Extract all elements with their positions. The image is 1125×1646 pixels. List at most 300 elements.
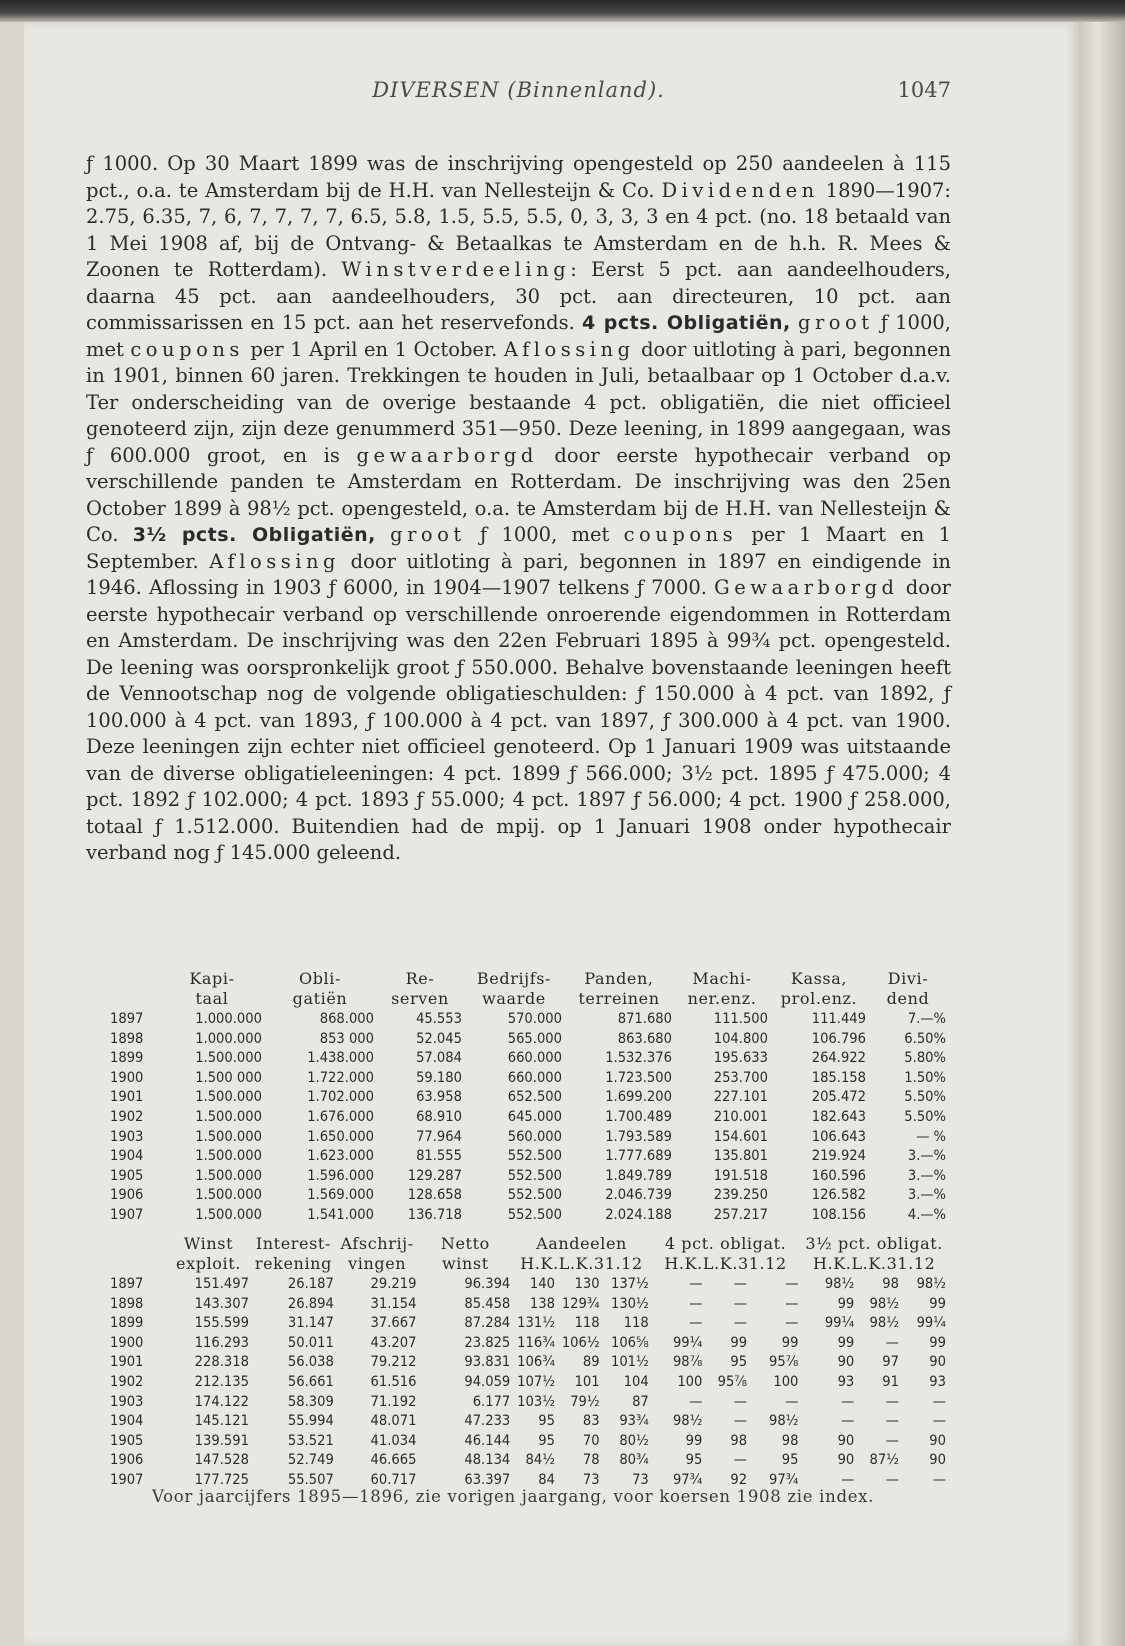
- table-cell: 103½: [517, 1392, 555, 1410]
- table-cell: 1.000.000: [195, 1010, 262, 1027]
- text-run: : Eerst 5 pct. aan aandeelhouders, daarna 45 pct. aan aandeelhouders, 30 pct. aan directeuren, 10 pct. aan commissarissen en 15 pct. aan het reservefonds.: [86, 258, 951, 334]
- table-cell: 92: [730, 1470, 748, 1488]
- table-cell: 45.553: [416, 1010, 462, 1027]
- table-cell: 73: [582, 1470, 600, 1488]
- table-cell: —: [841, 1412, 855, 1430]
- table-cell: 1.500.000: [195, 1107, 262, 1125]
- text-run: door uitloting à pari, begonnen in 1897 en eindigende in 1946. Aflossing in 1903 ƒ 6000, in 1904—1907 telkens ƒ 7000.: [86, 549, 951, 599]
- table-cell: 95⅞: [717, 1372, 748, 1390]
- table-cell: 106½: [561, 1333, 600, 1351]
- table-cell: 1.623.000: [307, 1147, 374, 1165]
- table-cell: —: [733, 1412, 748, 1430]
- table-cell: 58.309: [287, 1392, 334, 1410]
- table-cell: —: [689, 1275, 703, 1292]
- column-header: Divi-: [887, 969, 929, 988]
- table-cell: 130½: [610, 1294, 649, 1312]
- table-cell: 155.599: [194, 1314, 249, 1332]
- column-header: Interest-: [255, 1234, 331, 1253]
- table-cell: 106⅝: [610, 1333, 649, 1351]
- spaced-term: groot: [390, 523, 466, 546]
- section-heading: 4 pcts. Obligatiën,: [581, 312, 791, 334]
- financial-table-balance: [108, 969, 948, 1225]
- column-header: [108, 969, 160, 989]
- column-header: Obli-: [299, 969, 341, 988]
- table-cell: 95: [730, 1353, 748, 1371]
- table-cell: 31.154: [370, 1294, 417, 1312]
- spaced-term: Gewaarborgd: [714, 576, 899, 599]
- table-cell: 1.700.489: [605, 1107, 672, 1125]
- table-cell: 1.849.789: [605, 1166, 672, 1184]
- table-cell: 99: [781, 1333, 799, 1351]
- table-cell: 1.541.000: [307, 1205, 374, 1223]
- table-cell: 90: [929, 1353, 946, 1371]
- table-cell: 118: [623, 1314, 649, 1332]
- table-cell: 853 000: [319, 1029, 374, 1047]
- table-cell: 56.661: [287, 1372, 334, 1390]
- table-cell: 99: [929, 1333, 946, 1351]
- table-row: [108, 1009, 948, 1029]
- body-paragraph: [86, 151, 951, 867]
- table-cell: —: [689, 1392, 703, 1410]
- table-cell: 98½: [869, 1294, 899, 1312]
- table-cell: 111.500: [713, 1010, 768, 1027]
- table-cell: 59.180: [416, 1068, 462, 1086]
- table-cell: 863.680: [617, 1029, 672, 1047]
- table-cell: 1.777.689: [605, 1147, 672, 1165]
- table-cell: 97¾: [672, 1470, 703, 1488]
- spaced-term: Dividenden: [661, 178, 819, 202]
- table-cell: 90: [929, 1431, 946, 1449]
- table-body: [108, 1274, 948, 1490]
- table-header: [108, 969, 948, 1009]
- table-cell: —: [932, 1392, 946, 1410]
- table-cell: 26.187: [287, 1275, 334, 1292]
- table-cell: 52.749: [287, 1451, 334, 1469]
- table-row: [108, 1107, 948, 1127]
- table-cell: —: [885, 1392, 899, 1410]
- table-cell: 84: [538, 1470, 555, 1488]
- table-cell: 219.924: [811, 1147, 866, 1165]
- table-cell: 210.001: [713, 1107, 768, 1125]
- table-cell: 98½: [916, 1275, 946, 1292]
- table-cell: 137½: [610, 1275, 649, 1292]
- table-cell: 99¼: [824, 1314, 855, 1332]
- table-cell: 3.—%: [907, 1147, 946, 1165]
- row-year: 1906: [110, 1186, 144, 1204]
- column-header: rekening: [254, 1254, 332, 1273]
- table-cell: 101½: [610, 1353, 649, 1371]
- table-cell: 129.287: [407, 1166, 462, 1184]
- row-year: 1900: [110, 1333, 144, 1351]
- table-cell: —: [733, 1314, 748, 1332]
- table-row: [108, 1333, 948, 1353]
- table-cell: 154.601: [713, 1127, 768, 1145]
- footnote: Voor jaarcijfers 1895—1896, zie vorigen jaargang, voor koersen 1908 zie index.: [152, 1487, 875, 1506]
- column-header: dend: [886, 989, 930, 1008]
- table-cell: 185.158: [811, 1068, 866, 1086]
- table-cell: 227.101: [713, 1088, 768, 1106]
- table-cell: 77.964: [416, 1127, 462, 1145]
- table-cell: 23.825: [464, 1333, 511, 1351]
- table-cell: 5.50%: [904, 1088, 946, 1106]
- table-cell: 100: [677, 1372, 703, 1390]
- table-cell: 1.596.000: [307, 1166, 374, 1184]
- table-cell: 83: [582, 1412, 600, 1430]
- table-row: [108, 1411, 948, 1431]
- header-row: [108, 989, 948, 1009]
- table-cell: 79.212: [370, 1353, 417, 1371]
- table-cell: —: [932, 1470, 946, 1488]
- table-cell: 95: [538, 1431, 555, 1449]
- table-cell: 80¾: [619, 1451, 649, 1469]
- table-cell: —: [885, 1412, 899, 1430]
- running-head: [86, 78, 951, 108]
- table-cell: —: [932, 1412, 946, 1430]
- table-cell: 5.50%: [904, 1107, 946, 1125]
- column-header: [108, 989, 160, 1009]
- text-run: per 1 Maart en 1 September.: [86, 523, 952, 573]
- table-cell: 1.500.000: [195, 1166, 262, 1184]
- table-cell: 104.800: [713, 1029, 768, 1047]
- spaced-term: coupons: [130, 337, 244, 361]
- table-cell: 195.633: [713, 1049, 768, 1067]
- row-year: 1906: [110, 1451, 144, 1469]
- row-year: 1903: [110, 1127, 144, 1145]
- spaced-term: Aflossing: [209, 549, 340, 573]
- table-cell: 145.121: [194, 1412, 249, 1430]
- column-header: [108, 1254, 166, 1274]
- table-cell: 1.438.000: [307, 1049, 374, 1067]
- table-cell: 1.500.000: [195, 1049, 262, 1067]
- table-cell: 138: [529, 1294, 555, 1312]
- table-cell: 264.922: [811, 1049, 866, 1067]
- table-cell: 565.000: [507, 1029, 562, 1047]
- column-header: Bedrijfs-: [476, 969, 552, 988]
- table-cell: —: [785, 1275, 799, 1292]
- table-cell: 6.177: [472, 1392, 511, 1410]
- table-cell: 98: [882, 1275, 899, 1292]
- table-cell: 90: [837, 1353, 855, 1371]
- table-cell: 645.000: [507, 1107, 562, 1125]
- table-cell: 1.702.000: [307, 1088, 374, 1106]
- text-run: ƒ 1000, met: [86, 311, 951, 361]
- table-cell: 5.80%: [904, 1049, 946, 1067]
- table-cell: 140: [529, 1275, 555, 1292]
- table-cell: 1.000.000: [195, 1029, 262, 1047]
- column-header: H.K.L.K.31.12: [812, 1254, 936, 1273]
- table-cell: 6.50%: [904, 1029, 946, 1047]
- table-cell: —: [785, 1392, 799, 1410]
- table-cell: 1.723.500: [605, 1068, 672, 1086]
- table-cell: 131½: [517, 1314, 555, 1332]
- table-cell: 3.—%: [907, 1186, 946, 1204]
- table-cell: 1.500.000: [195, 1147, 262, 1165]
- table-cell: 1.50%: [904, 1068, 946, 1086]
- table-cell: 56.038: [287, 1353, 334, 1371]
- table-cell: 160.596: [811, 1166, 866, 1184]
- text-run: 1890—1907: 2.75, 6.35, 7, 6, 7, 7, 7, 7, 6.5, 5.8, 1.5, 5.5, 5.5, 0, 3, 3, 3 en 4 pct. (no. 18 betaald van 1 Mei 1908 af, bij de Ontvang- & Betaalkas te Amsterdam en de h.h. R. Mees & Zoonen te Rotterdam).: [86, 178, 951, 281]
- spaced-term: Aflossing: [503, 337, 635, 361]
- table-cell: 60.717: [370, 1470, 417, 1488]
- table-cell: 552.500: [507, 1147, 562, 1165]
- table-cell: 93.831: [464, 1353, 511, 1371]
- column-header: serven: [391, 989, 449, 1008]
- table-cell: 552.500: [507, 1166, 562, 1184]
- table-cell: 106.643: [811, 1127, 866, 1145]
- row-year: 1905: [110, 1166, 144, 1184]
- spaced-term: Winstverdeeling: [341, 258, 571, 281]
- table-cell: 111.449: [811, 1010, 866, 1027]
- row-year: 1905: [110, 1431, 144, 1449]
- table-cell: 136.718: [407, 1205, 462, 1223]
- table-cell: 87: [632, 1392, 649, 1410]
- column-header: 3½ pct. obligat.: [805, 1234, 943, 1253]
- table-row: [108, 1313, 948, 1333]
- table-cell: 1.500.000: [195, 1205, 262, 1223]
- table-cell: 68.910: [416, 1107, 462, 1125]
- table-cell: 1.699.200: [605, 1088, 672, 1106]
- table-cell: 97¾: [768, 1470, 799, 1488]
- text-run: ƒ 1000. Op 30 Maart 1899 was de inschrijving opengesteld op 250 aandeelen à 115 pct., o.a. te Amsterdam bij de H.H. van Nellesteijn & Co.: [86, 152, 951, 202]
- table-cell: 2.024.188: [605, 1205, 672, 1223]
- table-cell: 26.894: [287, 1294, 334, 1312]
- table-cell: 177.725: [194, 1470, 249, 1488]
- table-cell: 101: [574, 1372, 600, 1390]
- table-cell: 63.397: [464, 1470, 511, 1488]
- table-cell: 1.793.589: [605, 1127, 672, 1145]
- table-row: [108, 1029, 948, 1049]
- table-cell: 107½: [517, 1372, 555, 1390]
- column-header: Machi-: [692, 969, 752, 988]
- row-year: 1907: [110, 1470, 144, 1488]
- table-cell: 31.147: [287, 1314, 334, 1332]
- row-year: 1902: [110, 1107, 144, 1125]
- table-cell: 139.591: [194, 1431, 249, 1449]
- table-cell: 43.207: [370, 1333, 417, 1351]
- table-cell: 128.658: [407, 1186, 462, 1204]
- table-cell: —: [841, 1392, 855, 1410]
- table-row: [108, 1294, 948, 1314]
- financial-table-results: [108, 1234, 948, 1490]
- table-row: [108, 1127, 948, 1147]
- table-cell: 57.084: [416, 1049, 462, 1067]
- table-cell: 560.000: [507, 1127, 562, 1145]
- row-year: 1902: [110, 1372, 144, 1390]
- table-cell: 7.—%: [907, 1010, 946, 1027]
- table-cell: —: [885, 1431, 899, 1449]
- table-cell: 126.582: [811, 1186, 866, 1204]
- row-year: 1898: [110, 1294, 144, 1312]
- table-cell: 37.667: [370, 1314, 417, 1332]
- table-cell: 99: [837, 1294, 855, 1312]
- column-header: exploit.: [176, 1254, 241, 1273]
- table-cell: 87½: [869, 1451, 899, 1469]
- row-year: 1897: [110, 1010, 144, 1027]
- table-cell: 52.045: [416, 1029, 462, 1047]
- table-cell: 98: [730, 1431, 748, 1449]
- table-cell: 73: [632, 1470, 649, 1488]
- table-cell: 1.676.000: [307, 1107, 374, 1125]
- table-cell: 85.458: [464, 1294, 511, 1312]
- header-row: [108, 969, 948, 989]
- column-header: ner.enz.: [687, 989, 757, 1008]
- table-cell: 46.665: [370, 1451, 417, 1469]
- table-cell: 116.293: [194, 1333, 249, 1351]
- row-year: 1901: [110, 1353, 144, 1371]
- table-row: [108, 1146, 948, 1166]
- scan-top-edge: [0, 0, 1125, 22]
- table-cell: —: [841, 1470, 855, 1488]
- table-cell: 46.144: [464, 1431, 511, 1449]
- table-cell: 118: [574, 1314, 600, 1332]
- table-cell: 106¾: [517, 1353, 555, 1371]
- table-cell: 1.500.000: [195, 1088, 262, 1106]
- table-cell: 99: [837, 1333, 855, 1351]
- table-cell: 98½: [824, 1275, 855, 1292]
- table-cell: 87.284: [464, 1314, 511, 1332]
- spaced-term: gewaarborgd: [356, 443, 538, 467]
- table-cell: 89: [582, 1353, 600, 1371]
- column-header: Kapi-: [189, 969, 235, 988]
- text-run: door eerste hypothecair verband op verschillende panden te Amsterdam en Rotterdam. De inschrijving was den 25en October 1899 à 98½ pct. opengesteld, o.a. te Amsterdam bij de H.H. van Nellesteijn & Co.: [86, 443, 951, 546]
- table-cell: 91: [882, 1372, 899, 1390]
- table-cell: 129¾: [561, 1294, 600, 1312]
- table-cell: 95: [685, 1451, 703, 1469]
- table-cell: 660.000: [507, 1068, 562, 1086]
- table-cell: 1.532.376: [605, 1049, 672, 1067]
- table-cell: 78: [582, 1451, 600, 1469]
- row-year: 1901: [110, 1088, 144, 1106]
- column-header: Afschrij-: [340, 1234, 414, 1253]
- row-year: 1904: [110, 1412, 144, 1430]
- table-cell: 99: [730, 1333, 748, 1351]
- table-cell: 95: [538, 1412, 555, 1430]
- row-year: 1900: [110, 1068, 144, 1086]
- column-header: [108, 1234, 166, 1254]
- table-cell: 63.958: [416, 1088, 462, 1106]
- table-cell: 47.233: [464, 1412, 511, 1430]
- table-row: [108, 1431, 948, 1451]
- column-header: Netto: [440, 1234, 490, 1253]
- table-row: [108, 1087, 948, 1107]
- table-cell: 95⅞: [768, 1353, 799, 1371]
- table-row: [108, 1392, 948, 1412]
- table-cell: —: [733, 1392, 748, 1410]
- table-cell: 1.500.000: [195, 1186, 262, 1204]
- table-cell: 50.011: [287, 1333, 334, 1351]
- table-row: [108, 1372, 948, 1392]
- table-cell: 135.801: [713, 1147, 768, 1165]
- table-cell: —: [689, 1294, 703, 1312]
- table-cell: —: [733, 1451, 748, 1469]
- table-cell: 98½: [672, 1412, 703, 1430]
- column-header: waarde: [482, 989, 546, 1008]
- column-header: prol.enz.: [780, 989, 858, 1008]
- table-cell: 99¼: [916, 1314, 946, 1332]
- table-cell: — %: [916, 1127, 946, 1145]
- header-row: [108, 1254, 948, 1274]
- table-cell: —: [885, 1470, 899, 1488]
- text-run: ƒ 1000, met: [465, 523, 624, 546]
- page-number: 1047: [897, 78, 951, 102]
- column-header: H.K.L.K.31.12: [664, 1254, 787, 1273]
- table-header: [108, 1234, 948, 1274]
- row-year: 1903: [110, 1392, 144, 1410]
- column-header: vingen: [348, 1254, 407, 1273]
- table-cell: 99: [929, 1294, 946, 1312]
- table-cell: 257.217: [713, 1205, 768, 1223]
- table-cell: —: [885, 1333, 899, 1351]
- table-cell: —: [785, 1314, 799, 1332]
- table-cell: 1.722.000: [307, 1068, 374, 1086]
- table-cell: 660.000: [507, 1049, 562, 1067]
- table-cell: 228.318: [194, 1353, 249, 1371]
- table-row: [108, 1450, 948, 1470]
- table-cell: 70: [582, 1431, 600, 1449]
- table-cell: 871.680: [617, 1010, 672, 1027]
- row-year: 1897: [110, 1275, 144, 1292]
- row-year: 1899: [110, 1049, 144, 1067]
- table-cell: 90: [837, 1431, 855, 1449]
- table-cell: 93: [929, 1372, 946, 1390]
- table-cell: 212.135: [194, 1372, 249, 1390]
- table-cell: 98½: [768, 1412, 799, 1430]
- table-cell: 98: [781, 1431, 799, 1449]
- table-cell: 108.156: [811, 1205, 866, 1223]
- table-cell: —: [785, 1294, 799, 1312]
- table-cell: 552.500: [507, 1186, 562, 1204]
- table-cell: 48.071: [370, 1412, 417, 1430]
- table-cell: 90: [929, 1451, 946, 1469]
- table-cell: 55.507: [287, 1470, 334, 1488]
- header-row: [108, 1234, 948, 1254]
- running-title: DIVERSEN (Binnenland).: [372, 78, 665, 102]
- table-row: [108, 1166, 948, 1186]
- table-row: [108, 1048, 948, 1068]
- table-row: [108, 1205, 948, 1225]
- column-header: Aandeelen: [536, 1234, 627, 1253]
- table-cell: —: [733, 1275, 748, 1292]
- table-cell: 151.497: [194, 1275, 249, 1292]
- table-cell: 174.122: [194, 1392, 249, 1410]
- table-cell: 3.—%: [907, 1166, 946, 1184]
- column-header: H.K.L.K.31.12: [520, 1254, 643, 1273]
- table-cell: 97: [882, 1353, 899, 1371]
- table-cell: 205.472: [811, 1088, 866, 1106]
- column-header: Kassa,: [790, 969, 848, 988]
- table-cell: 61.516: [370, 1372, 417, 1390]
- column-header: Panden,: [584, 969, 654, 988]
- column-header: terreinen: [578, 989, 660, 1008]
- table-cell: 84½: [525, 1451, 555, 1469]
- row-year: 1907: [110, 1205, 144, 1223]
- table-cell: 93¾: [619, 1412, 649, 1430]
- section-heading: 3½ pcts. Obligatiën,: [132, 524, 376, 546]
- table-cell: 106.796: [811, 1029, 866, 1047]
- text-run: door uitloting à pari, begonnen in 1901, binnen 60 jaren. Trekkingen te houden in Juli, betaalbaar op 1 October d.a.v. Ter onderscheiding van de overige bestaande 4 pct. obligatiën, die niet officieel genoteerd zijn, zijn deze genummerd 351—950. Deze leening, in 1899 aangegaan, was ƒ 600.000 groot, en is: [86, 337, 952, 467]
- table-cell: —: [689, 1314, 703, 1332]
- table-cell: 239.250: [713, 1186, 768, 1204]
- column-header: Winst: [183, 1234, 234, 1253]
- table-cell: 81.555: [416, 1147, 462, 1165]
- table-cell: 79½: [570, 1392, 600, 1410]
- table-cell: 98⅞: [672, 1353, 703, 1371]
- table-cell: 143.307: [194, 1294, 249, 1312]
- table-cell: 71.192: [370, 1392, 417, 1410]
- table-cell: 1.500.000: [195, 1127, 262, 1145]
- text-run: door eerste hypothecair verband op verschillende onroerende eigendommen in Rotterdam en Amsterdam. De inschrijving was den 22en Februari 1895 à 99¾ pct. opengesteld. De leening was oorspronkelijk groot ƒ 550.000. Behalve bovenstaande leeningen heeft de Vennootschap nog de volgende obligatieschulden: ƒ 150.000 à 4 pct. van 1892, ƒ 100.000 à 4 pct. van 1893, ƒ 100.000 à 4 pct. van 1897, ƒ 300.000 à 4 pct. van 1900. Deze leeningen zijn echter niet officieel genoteerd. Op 1 Januari 1909 was uitstaande van de diverse obligatieleeningen: 4 pct. 1899 ƒ 566.000; 3½ pct. 1895 ƒ 475.000; 4 pct. 1892 ƒ 102.000; 4 pct. 1893 ƒ 55.000; 4 pct. 1897 ƒ 56.000; 4 pct. 1900 ƒ 258.000, totaal ƒ 1.512.000. Buitendien had de mpij. op 1 Januari 1908 onder hypothecair verband nog ƒ 145.000 geleend.: [86, 576, 952, 864]
- column-header: gatiën: [292, 989, 348, 1008]
